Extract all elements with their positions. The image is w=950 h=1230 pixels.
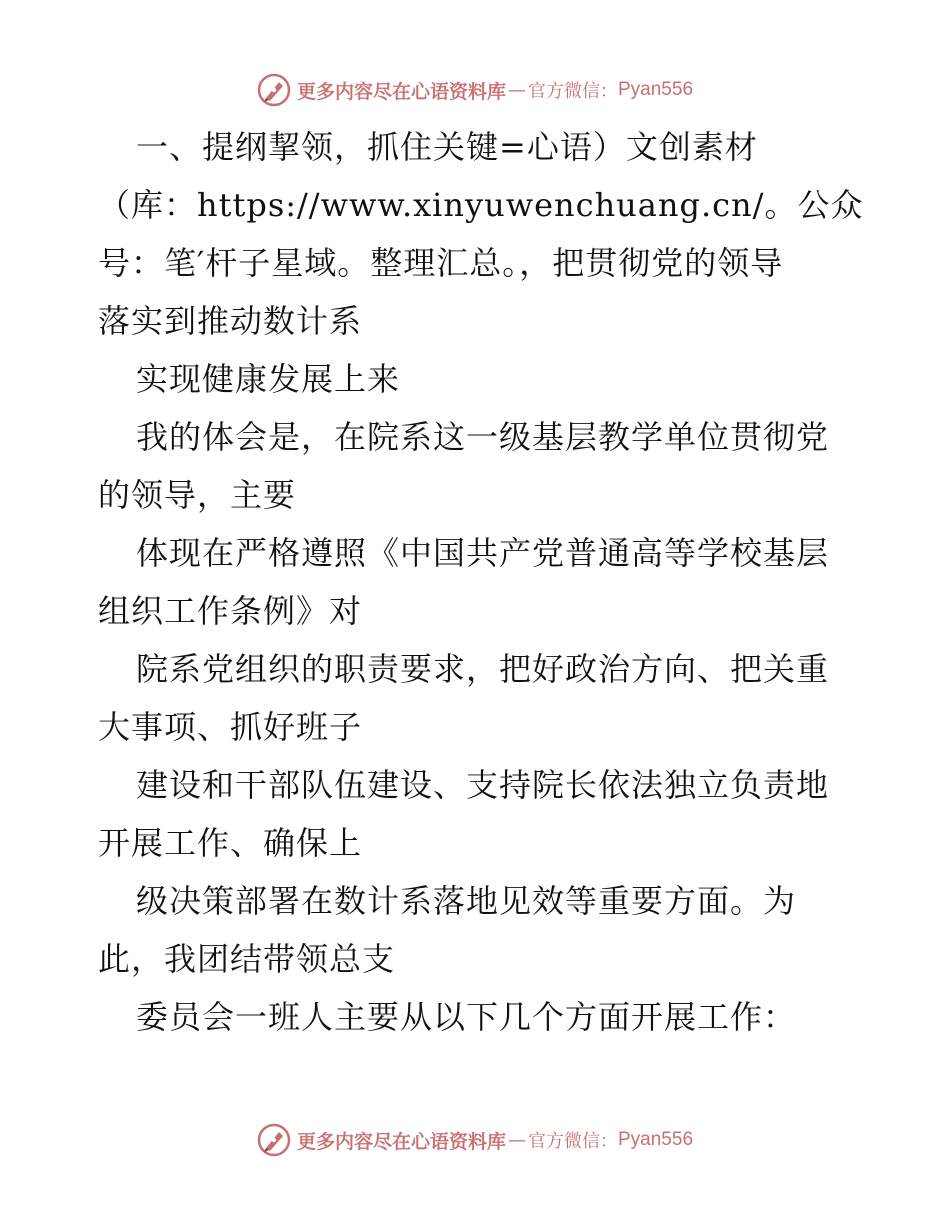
text-line: 落实到推动数计系 (98, 302, 363, 340)
watermark-wechat-id: Pyan556 (618, 1129, 694, 1150)
watermark-separator: — (508, 1129, 526, 1151)
text-line: 号：笔′杆子星域。整理汇总。，把贯彻党的领导 (98, 244, 784, 282)
text-line: 组织工作条例》对 (98, 592, 363, 630)
watermark-main-text: 更多内容尽在心语资料库 (296, 80, 506, 103)
text-line: 的领导，主要 (98, 476, 297, 514)
text-line: 我的体会是，在院系这一级基层教学单位贯彻党 (136, 418, 830, 456)
watermark-separator: — (508, 79, 526, 101)
pen-logo-icon (257, 73, 291, 107)
watermark-main-text: 更多内容尽在心语资料库 (296, 1130, 506, 1153)
text-line: （库：https://www.xinyuwenchuang.cn/。公众 (98, 186, 864, 224)
text-line: 此，我团结带领总支 (98, 940, 396, 978)
text-line: 建设和干部队伍建设、支持院长依法独立负责地 (136, 766, 830, 804)
header-watermark (0, 70, 950, 110)
text-line: 实现健康发展上来 (136, 360, 401, 398)
footer-watermark (0, 1120, 950, 1160)
text-line: 级决策部署在数计系落地见效等重要方面。为 (136, 882, 797, 920)
watermark-label: 官方微信： (528, 1131, 618, 1152)
text-line: 院系党组织的职责要求，把好政治方向、把关重 (136, 650, 830, 688)
watermark-label: 官方微信： (528, 81, 618, 102)
text-line: 委员会一班人主要从以下几个方面开展工作： (136, 998, 797, 1036)
text-line: 一、提纲挈领，抓住关键=心语）文创素材 (136, 128, 758, 166)
text-line: 大事项、抓好班子 (98, 708, 363, 746)
text-line: 体现在严格遵照《中国共产党普通高等学校基层 (136, 534, 830, 572)
pen-logo-icon (257, 1123, 291, 1157)
watermark-wechat-id: Pyan556 (618, 79, 694, 100)
document-body (98, 118, 864, 1046)
text-line: 开展工作、确保上 (98, 824, 363, 862)
